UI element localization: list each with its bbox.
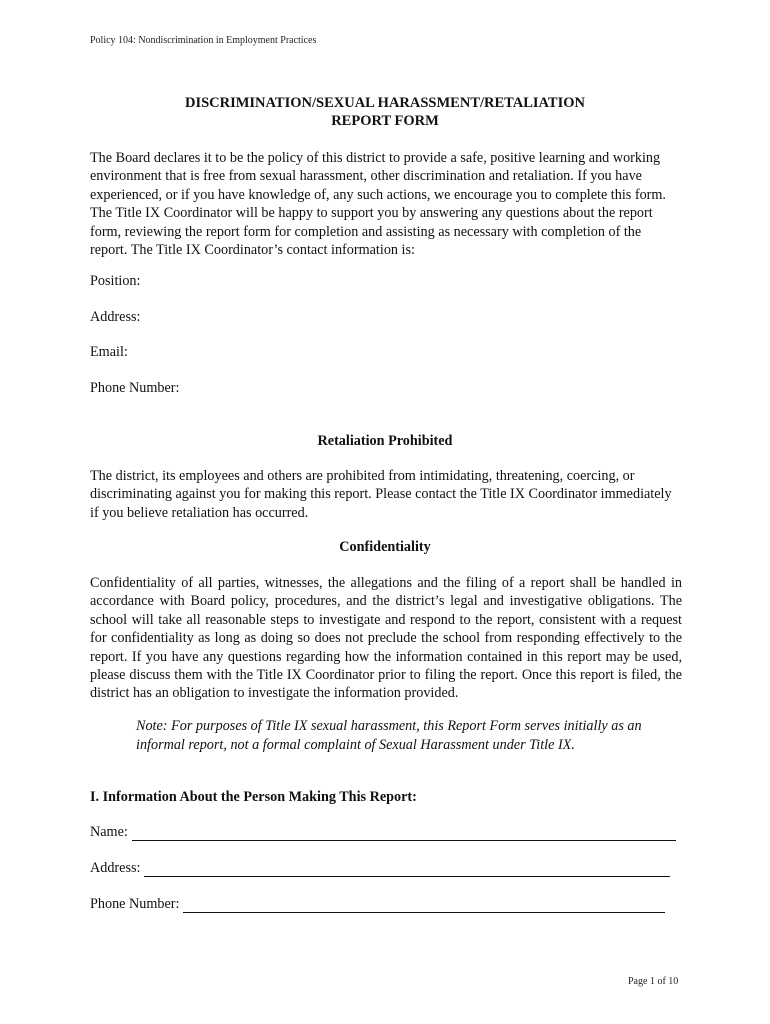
form-title xyxy=(0,94,770,130)
title-ix-note: Note: For purposes of Title IX sexual harassment, this Report Form serves initially as an informal report, not a formal complaint of Sexual Harassment under Title IX. xyxy=(136,718,642,753)
coordinator-phone-label: Phone Number: xyxy=(90,380,180,396)
reporter-name-field[interactable] xyxy=(132,826,676,841)
reporter-phone-label: Phone Number: xyxy=(90,896,180,912)
reporter-name-row xyxy=(90,824,676,841)
confidentiality-heading: Confidentiality xyxy=(339,539,431,555)
reporter-phone-field[interactable] xyxy=(183,898,665,913)
section-one-heading: I. Information About the Person Making This Report: xyxy=(90,789,417,805)
intro-paragraph: The Board declares it to be the policy of this district to provide a safe, positive learning and working environment that is free from sexual harassment, other discrimination and retaliation. If you have experienced, or if you have knowledge of, any such actions, we encourage you to complete this form. The Title IX Coordinator will be happy to support you by answering any questions about the report form, reviewing the report form for completion and assisting as necessary with completion of the report. The Title IX Coordinator’s contact information is: xyxy=(90,150,666,259)
reporter-name-label: Name: xyxy=(90,824,128,840)
form-title-line-1: DISCRIMINATION/SEXUAL HARASSMENT/RETALIATION xyxy=(184,95,586,111)
retaliation-heading: Retaliation Prohibited xyxy=(317,433,453,449)
coordinator-position-label: Position: xyxy=(90,273,141,289)
retaliation-paragraph: The district, its employees and others are prohibited from intimidating, threatening, coercing, or discriminating against you for making this report. Please contact the Title IX Coordinator immediately if you believe retaliation has occurred. xyxy=(90,468,672,521)
coordinator-email-label: Email: xyxy=(90,344,128,360)
reporter-address-label: Address: xyxy=(90,860,141,876)
confidentiality-paragraph: Confidentiality of all parties, witnesses, the allegations and the filing of a report shall be handled in accordance with Board policy, procedures, and the district’s legal and investigative obligations. The school will take all reasonable steps to investigate and respond to the report, consistent with a request for confidentiality as long as doing so does not preclude the school from responding effectively to the report. If you have any questions regarding how the information contained in this report may be used, please discuss them with the Title IX Coordinator prior to filing the report. Once this report is filed, the district has an obligation to investigate the information provided. xyxy=(90,575,682,702)
page-number: Page 1 of 10 xyxy=(628,976,679,987)
form-title-line-2: REPORT FORM xyxy=(331,113,439,129)
reporter-address-field[interactable] xyxy=(144,862,670,877)
reporter-phone-row xyxy=(90,896,665,913)
reporter-address-row xyxy=(90,860,670,877)
coordinator-address-label: Address: xyxy=(90,309,141,325)
running-header: Policy 104: Nondiscrimination in Employment Practices xyxy=(90,35,317,46)
